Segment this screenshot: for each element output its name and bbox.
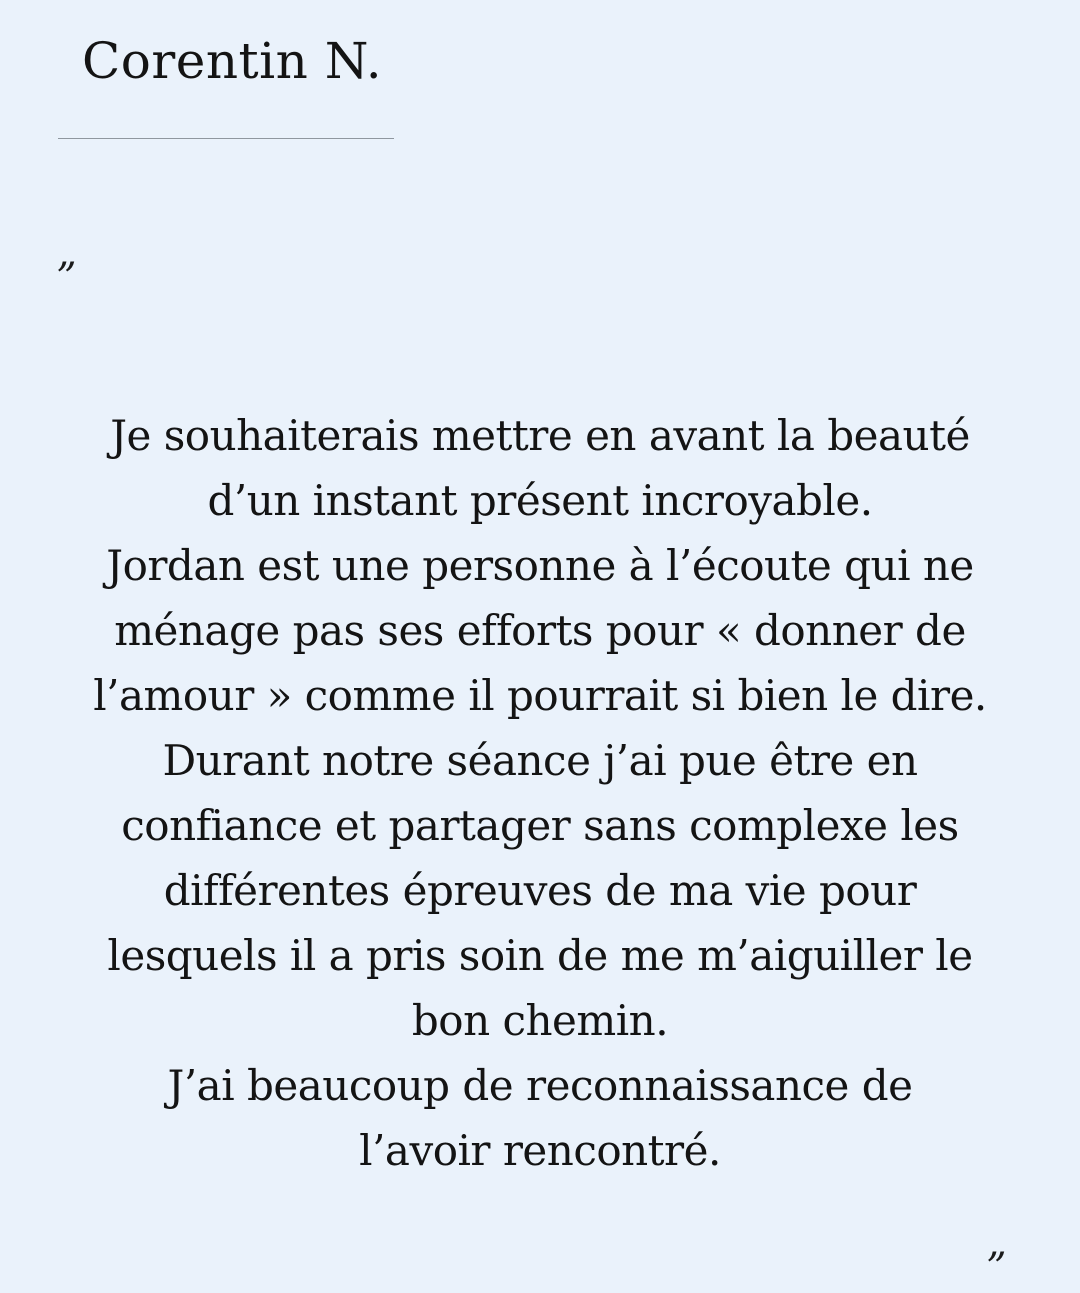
testimonial-line: Durant notre séance j’ai pue être en [162, 736, 918, 785]
testimonial-line: différentes épreuves de ma vie pour [163, 866, 917, 915]
divider [58, 138, 394, 139]
author-name: Corentin N. [82, 32, 383, 90]
closing-quote-mark: ” [986, 1245, 1007, 1291]
opening-quote-mark: ” [56, 255, 77, 301]
testimonial-line: lesquels il a pris soin de me m’aiguiller le [107, 931, 973, 980]
testimonial-line: l’avoir rencontré. [359, 1126, 721, 1175]
testimonial-line: ménage pas ses efforts pour « donner de [114, 606, 966, 655]
testimonial-line: d’un instant présent incroyable. [207, 476, 873, 525]
testimonial-line: Jordan est une personne à l’écoute qui ne [106, 541, 974, 590]
testimonial-line: l’amour » comme il pourrait si bien le dire. [93, 671, 987, 720]
testimonial-line: J’ai beaucoup de reconnaissance de [167, 1061, 913, 1110]
testimonial-line: bon chemin. [411, 996, 669, 1045]
testimonial-text [40, 403, 1040, 1183]
testimonial-line: confiance et partager sans complexe les [121, 801, 959, 850]
testimonial-line: Je souhaiterais mettre en avant la beauté [110, 411, 970, 460]
